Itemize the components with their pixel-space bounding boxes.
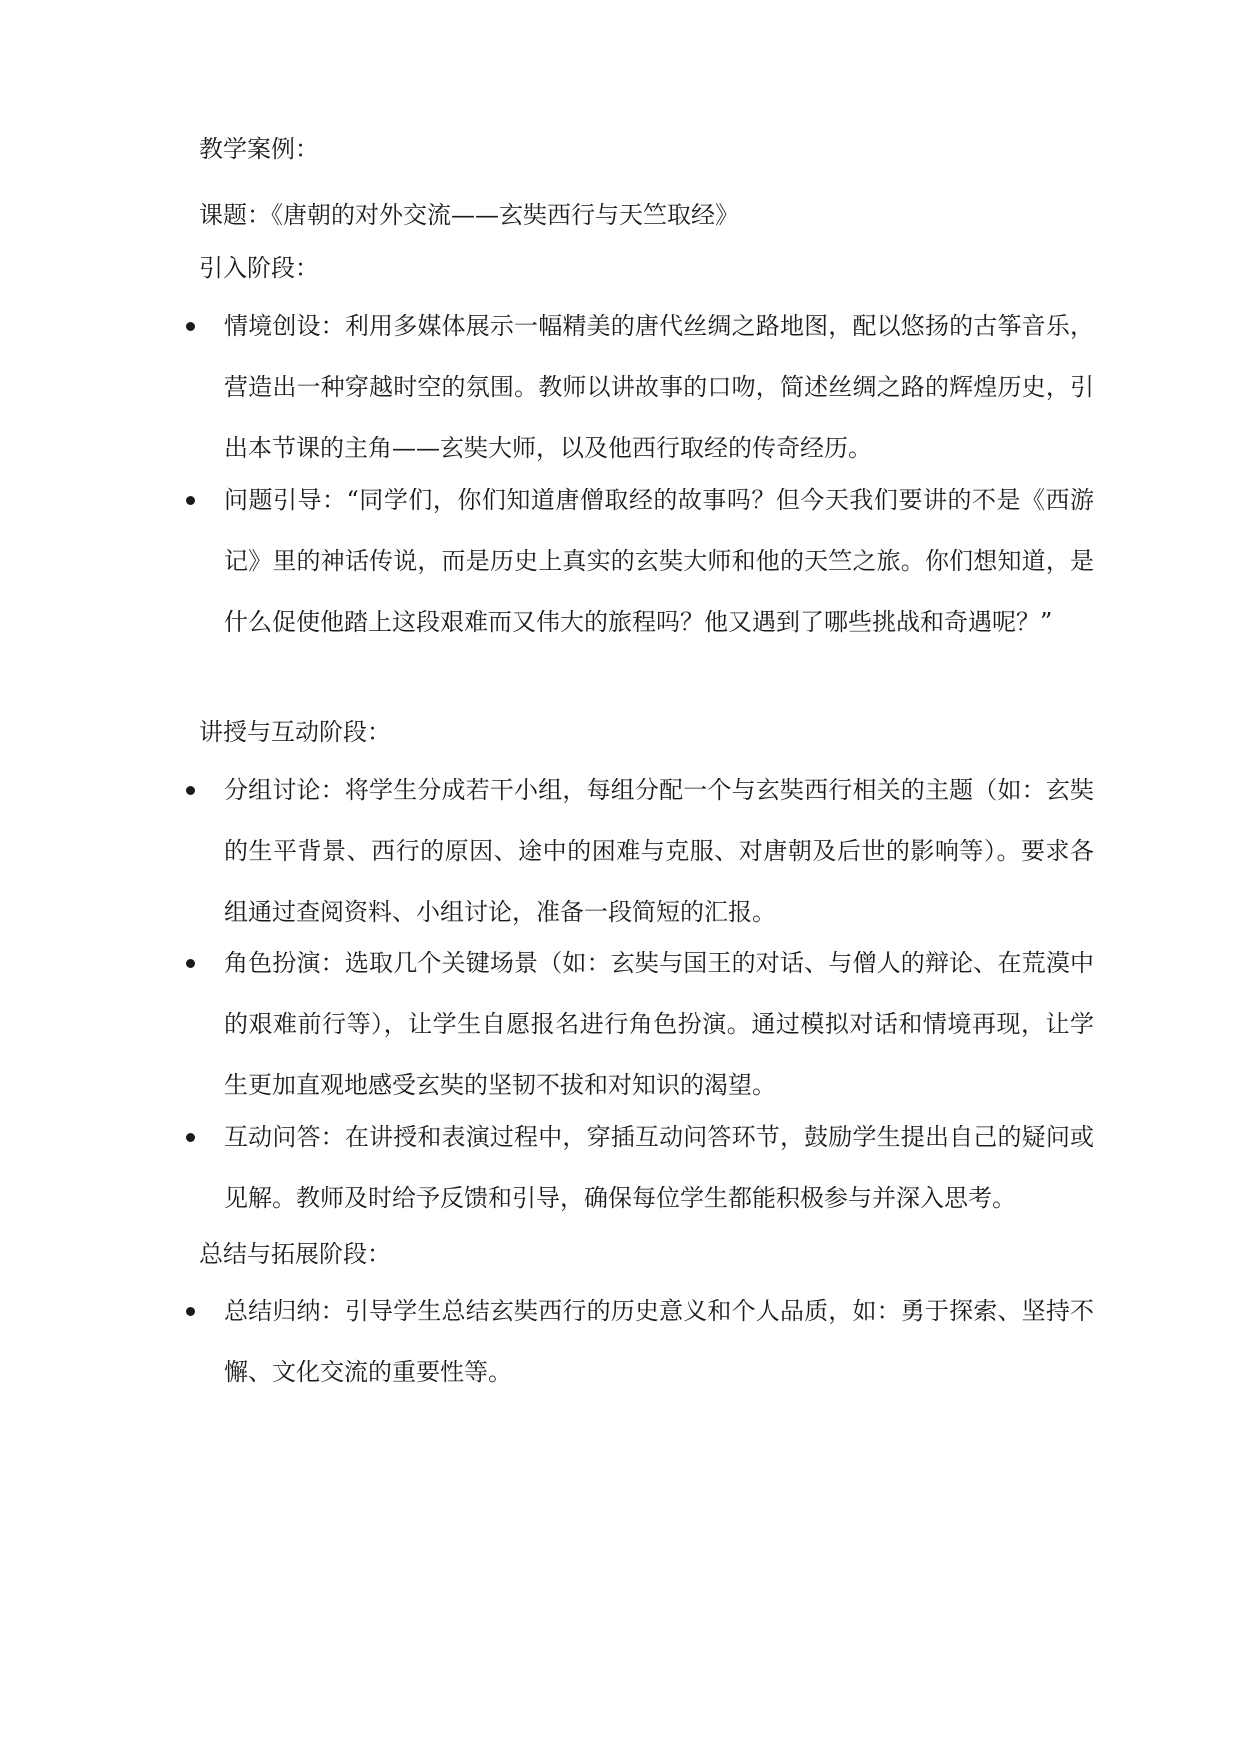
list-item-summary: 总结归纳：引导学生总结玄奘西行的历史意义和个人品质，如：勇于探索、坚持不懈、文化交流的重要性等。 xyxy=(224,1297,1094,1386)
bullet-icon xyxy=(186,322,195,331)
section-heading-summary: 总结与拓展阶段： xyxy=(199,1240,391,1268)
bullet-icon xyxy=(186,1307,195,1316)
section-heading-teaching: 讲授与互动阶段： xyxy=(199,718,391,746)
bullet-icon xyxy=(186,1133,195,1142)
section-heading-intro: 引入阶段： xyxy=(199,254,319,282)
list-item-question-guide: 问题引导：“同学们，你们知道唐僧取经的故事吗？但今天我们要讲的不是《西游记》里的神话传说，而是历史上真实的玄奘大师和他的天竺之旅。你们想知道，是什么促使他踏上这段艰难而又伟大的旅程吗？他又遇到了哪些挑战和奇遇呢？” xyxy=(224,486,1094,636)
lesson-topic: 课题：《唐朝的对外交流——玄奘西行与天竺取经》 xyxy=(199,201,739,229)
document-title: 教学案例： xyxy=(199,135,319,163)
list-item-interactive-qa: 互动问答：在讲授和表演过程中，穿插互动问答环节，鼓励学生提出自己的疑问或见解。教师及时给予反馈和引导，确保每位学生都能积极参与并深入思考。 xyxy=(224,1123,1094,1212)
list-item-group-discussion: 分组讨论：将学生分成若干小组，每组分配一个与玄奘西行相关的主题（如：玄奘的生平背景、西行的原因、途中的困难与克服、对唐朝及后世的影响等）。要求各组通过查阅资料、小组讨论，准备一段简短的汇报。 xyxy=(224,776,1094,926)
list-item-role-play: 角色扮演：选取几个关键场景（如：玄奘与国王的对话、与僧人的辩论、在荒漠中的艰难前行等），让学生自愿报名进行角色扮演。通过模拟对话和情境再现，让学生更加直观地感受玄奘的坚韧不拔和对知识的渴望。 xyxy=(224,949,1094,1099)
list-item-scenario: 情境创设：利用多媒体展示一幅精美的唐代丝绸之路地图，配以悠扬的古筝音乐，营造出一种穿越时空的氛围。教师以讲故事的口吻，简述丝绸之路的辉煌历史，引出本节课的主角——玄奘大师，以及他西行取经的传奇经历。 xyxy=(224,312,1094,462)
bullet-icon xyxy=(186,786,195,795)
bullet-icon xyxy=(186,496,195,505)
bullet-icon xyxy=(186,959,195,968)
